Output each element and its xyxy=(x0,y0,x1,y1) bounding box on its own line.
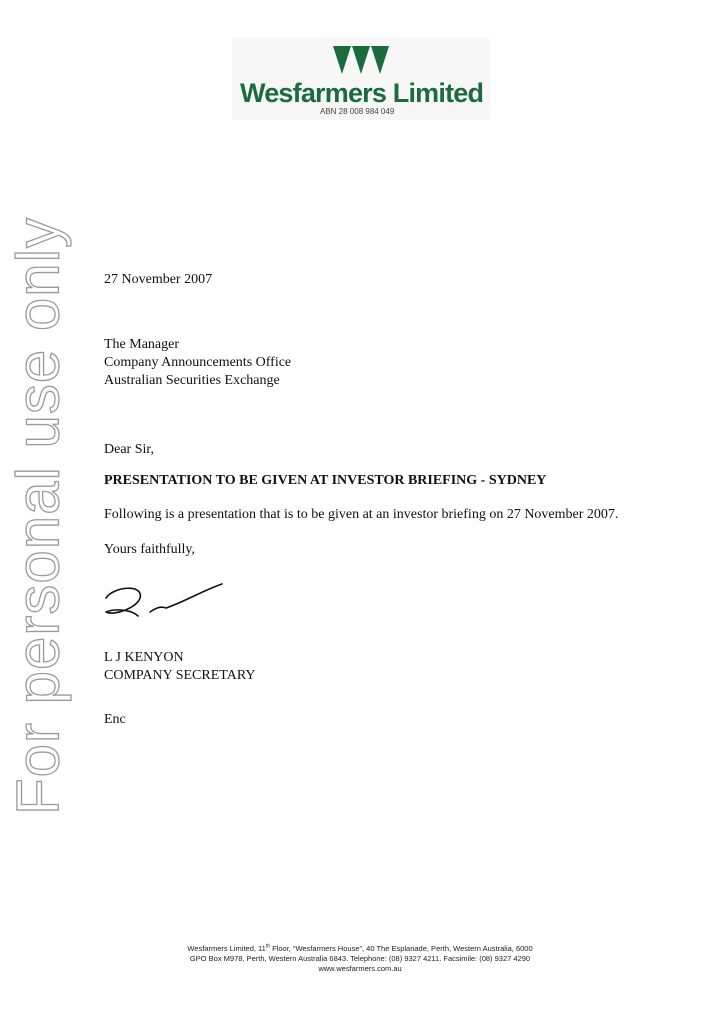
signature-image xyxy=(100,578,230,628)
wesfarmers-emblem-icon xyxy=(332,44,390,76)
signatory-title: COMPANY SECRETARY xyxy=(104,668,256,683)
recipient-address xyxy=(104,336,291,390)
footer-address-start: Wesfarmers Limited, 11 xyxy=(187,944,266,953)
salutation: Dear Sir, xyxy=(104,442,154,457)
company-name: Wesfarmers Limited xyxy=(240,78,484,108)
letter-date: 27 November 2007 xyxy=(104,272,213,287)
footer-superscript: th xyxy=(265,943,271,950)
footer xyxy=(0,944,720,974)
footer-address-end: Floor, “Wesfarmers House”, 40 The Esplanade, Perth, Western Australia, 6000 xyxy=(270,944,533,953)
closing: Yours faithfully, xyxy=(104,542,196,557)
company-abn: ABN 28 008 984 049 xyxy=(320,107,395,116)
footer-contact: GPO Box M978, Perth, Western Australia 6843. Telephone: (08) 9327 4211. Facsimile: (08) 9327 4290 xyxy=(189,954,531,963)
watermark: For personal use only xyxy=(4,217,72,815)
body-paragraph: Following is a presentation that is to be given at an investor briefing on 27 November 2007. xyxy=(104,507,619,522)
footer-website: www.wesfarmers.com.au xyxy=(318,964,402,973)
signatory xyxy=(104,649,256,685)
recipient-line: Company Announcements Office xyxy=(104,355,292,370)
recipient-line: Australian Securities Exchange xyxy=(104,373,280,388)
footer-address xyxy=(0,944,720,954)
recipient-line: The Manager xyxy=(104,337,180,352)
company-logo xyxy=(232,38,490,120)
subject-line: PRESENTATION TO BE GIVEN AT INVESTOR BRIEFING - SYDNEY xyxy=(104,473,547,488)
enclosure-note: Enc xyxy=(104,712,126,727)
signatory-name: L J KENYON xyxy=(104,650,184,665)
